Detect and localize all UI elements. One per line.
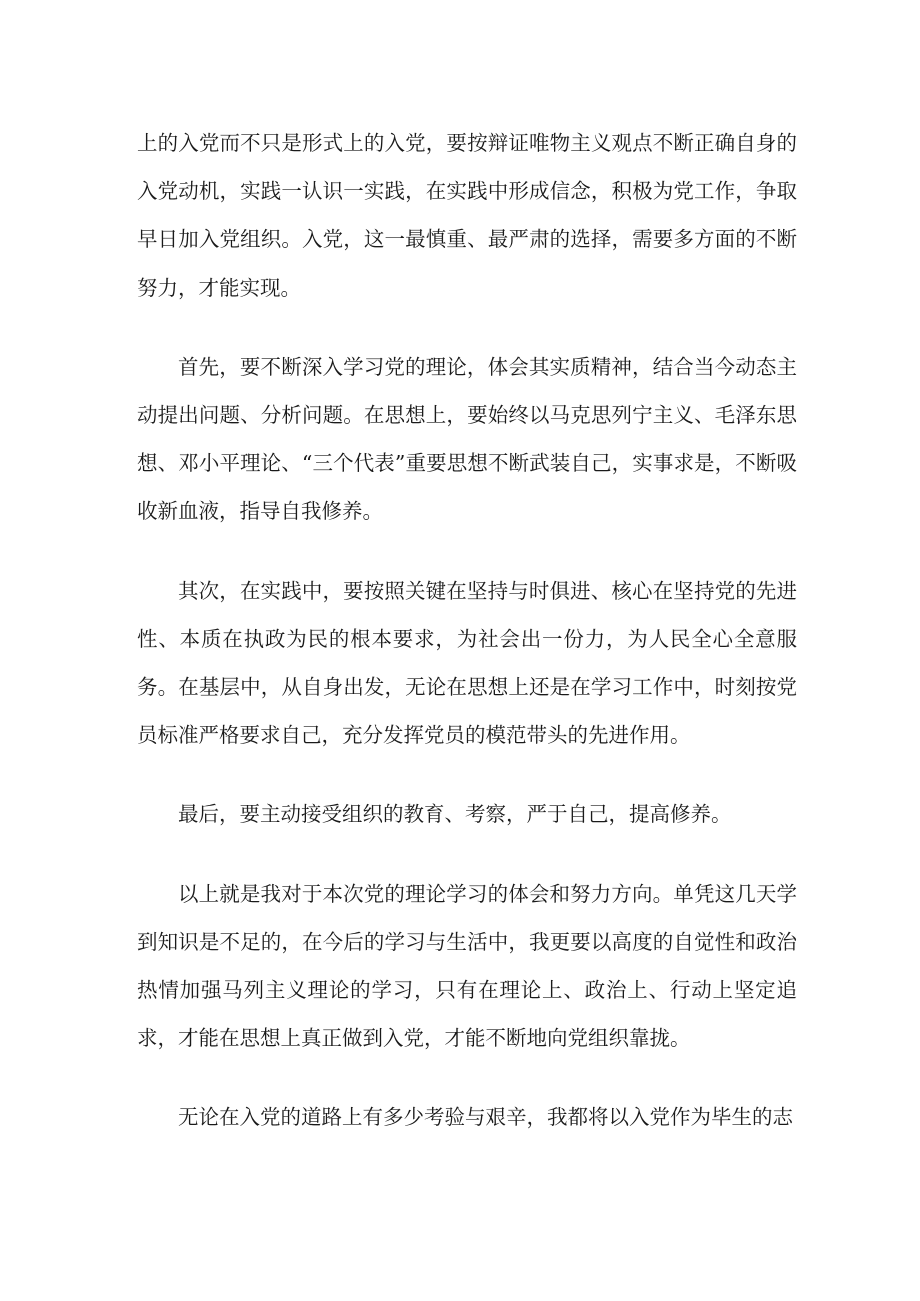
paragraph-4: 最后，要主动接受组织的教育、考察，严于自己，提高修养。 bbox=[178, 802, 732, 827]
document-body bbox=[137, 119, 797, 1173]
paragraph-2: 首先，要不断深入学习党的理论，体会其实质精神，结合当今动态主动提出问题、分析问题。在思想上，要始终以马克思列宁主义、毛泽东思想、邓小平理论、“三个代表”重要思想不断武装自己，实事求是，不断吸收新血液，指导自我修养。 bbox=[137, 354, 797, 524]
paragraph-5: 以上就是我对于本次党的理论学习的体会和努力方向。单凭这几天学到知识是不足的，在今后的学习与生活中，我更要以高度的自觉性和政治热情加强马列主义理论的学习，只有在理论上、政治上、行动上坚定追求，才能在思想上真正做到入党，才能不断地向党组织靠拢。 bbox=[137, 881, 797, 1051]
paragraph-6: 无论在入党的道路上有多少考验与艰辛，我都将以入党作为毕生的志 bbox=[178, 1105, 793, 1130]
paragraph-3: 其次，在实践中，要按照关键在坚持与时俱进、核心在坚持党的先进性、本质在执政为民的根本要求，为社会出一份力，为人民全心全意服务。在基层中，从自身出发，无论在思想上还是在学习工作中，时刻按党员标准严格要求自己，充分发挥党员的模范带头的先进作用。 bbox=[137, 578, 797, 748]
paragraph-1: 上的入党而不只是形式上的入党，要按辩证唯物主义观点不断正确自身的入党动机，实践一认识一实践，在实践中形成信念，积极为党工作，争取早日加入党组织。入党，这一最慎重、最严肃的选择，需要多方面的不断努力，才能实现。 bbox=[137, 131, 797, 300]
